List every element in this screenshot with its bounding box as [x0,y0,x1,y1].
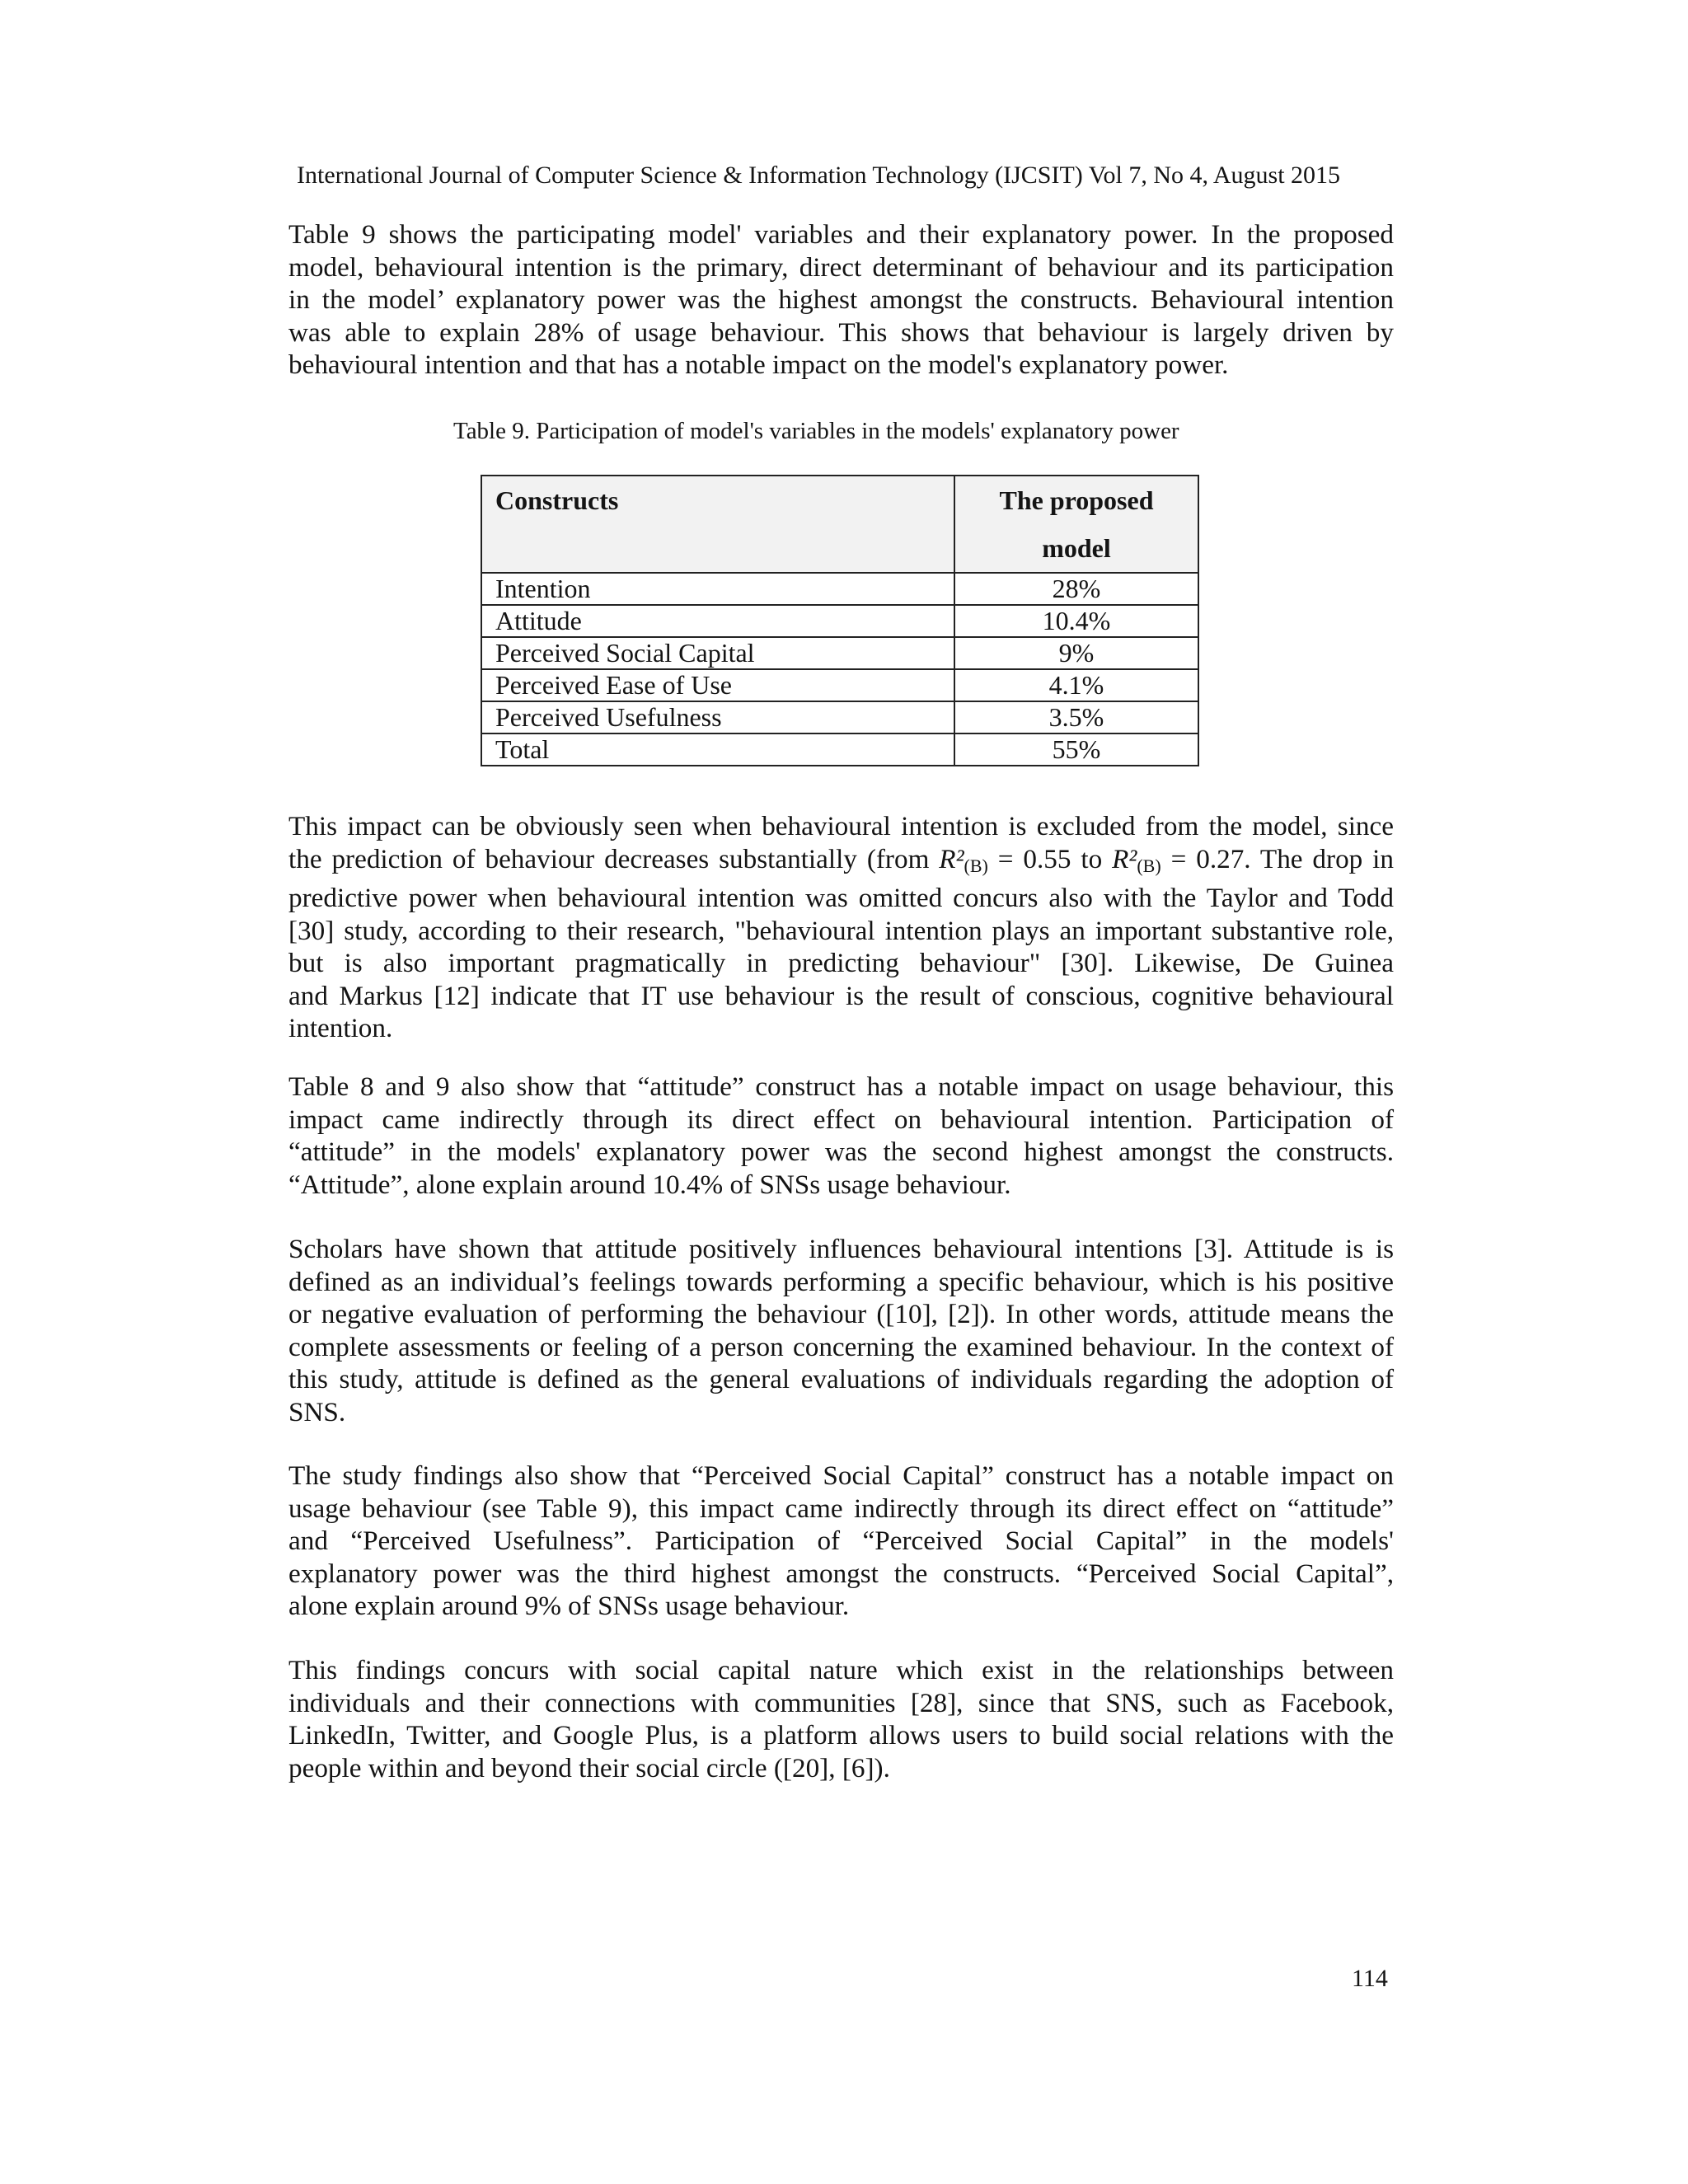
r-subscript: (B) [964,855,988,876]
explanatory-power-table [481,475,1199,766]
r-squared-2 [1112,844,1161,874]
text-line: LinkedIn, Twitter, and Google Plus, is a platform allows users to build social relations with the [288,1720,1394,1750]
text-line: model, behavioural intention is the primary, direct determinant of behaviour and its participation [288,251,1394,283]
text-line: impact came indirectly through its direct effect on behavioural intention. Participation of [288,1104,1394,1135]
r-subscript: (B) [1137,855,1161,876]
value-cell: 10.4% [954,605,1198,637]
text-line: alone explain around 9% of SNSs usage behaviour. [288,1591,850,1621]
text-line: in the model’ explanatory power was the highest amongst the constructs. Behavioural intention [288,284,1394,315]
text-line: This impact can be obviously seen when behavioural intention is excluded from the model, since [288,811,1394,841]
text-line: and Markus [12] indicate that IT use behaviour is the result of conscious, cognitive behavioural [288,980,1394,1011]
paragraph-attitude-definition [288,1233,1394,1428]
table-row [481,669,1198,701]
text-line: predictive power when behavioural intention was omitted concurs also with the Taylor and Todd [288,883,1394,913]
text-fragment: = 0.55 to [987,843,1113,874]
paragraph-social-capital [288,1460,1394,1623]
value-cell: 4.1% [954,669,1198,701]
paragraph-intro [288,218,1394,382]
text-line-with-formula [288,843,1394,883]
table-row [481,605,1198,637]
table-row [481,637,1198,669]
value-cell: 3.5% [954,701,1198,733]
text-line: behavioural intention and that has a notable impact on the model's explanatory power. [288,349,1229,380]
text-line: but is also important pragmatically in predicting behaviour" [30]. Likewise, De Guinea [288,948,1394,978]
text-line: Table 8 and 9 also show that “attitude” construct has a notable impact on usage behaviour, this [288,1071,1394,1102]
text-fragment: the prediction of behaviour decreases substantially (from [288,843,940,874]
text-line: Scholars have shown that attitude positively influences behavioural intentions [3]. Attitude is is [288,1234,1394,1264]
page-number: 114 [1352,1965,1388,1992]
text-line: usage behaviour (see Table 9), this impact came indirectly through its direct effect on “attitude” [288,1493,1394,1524]
construct-cell: Perceived Social Capital [481,637,954,669]
text-line: “Attitude”, alone explain around 10.4% of SNSs usage behaviour. [288,1169,1011,1200]
paragraph-intention-impact [288,810,1394,1045]
header-proposed-model [954,476,1198,573]
construct-cell: Total [481,733,954,766]
text-line: This findings concurs with social capital nature which exist in the relationships between [288,1655,1394,1685]
text-line: complete assessments or feeling of a person concerning the examined behaviour. In the context of [288,1331,1394,1362]
header-model-line1: The proposed [999,485,1154,515]
text-line: explanatory power was the third highest amongst the constructs. “Perceived Social Capital”, [288,1558,1394,1589]
text-line: defined as an individual’s feelings towards performing a specific behaviour, which is his positive [288,1266,1394,1297]
value-cell: 28% [954,573,1198,605]
text-line: and “Perceived Usefulness”. Participation of “Perceived Social Capital” in the models' [288,1526,1394,1556]
text-line: The study findings also show that “Perceived Social Capital” construct has a notable impact on [288,1460,1394,1491]
table-row-total [481,733,1198,766]
text-line: people within and beyond their social circle ([20], [6]). [288,1752,890,1783]
running-header: International Journal of Computer Science & Information Technology (IJCSIT) Vol 7, No 4, August 2015 [297,162,1341,189]
header-constructs: Constructs [481,476,954,573]
text-line: individuals and their connections with communities [28], since that SNS, such as Facebook, [288,1687,1394,1718]
value-cell: 9% [954,637,1198,669]
header-model-line2: model [1042,533,1111,563]
text-line: SNS. [288,1396,346,1427]
r-squared-1 [939,844,988,874]
text-fragment: = 0.27. The drop in [1160,843,1394,874]
table-row [481,701,1198,733]
construct-cell: Perceived Usefulness [481,701,954,733]
r-symbol: R² [1112,843,1137,874]
construct-cell: Intention [481,573,954,605]
paragraph-attitude-impact [288,1071,1394,1201]
text-line: intention. [288,1013,393,1043]
table-caption: Table 9. Participation of model's variables in the models' explanatory power [453,418,1179,444]
text-line: “attitude” in the models' explanatory power was the second highest amongst the constructs. [288,1137,1394,1167]
text-line: this study, attitude is defined as the general evaluations of individuals regarding the adoption of [288,1364,1394,1394]
text-line: was able to explain 28% of usage behaviour. This shows that behaviour is largely driven by [288,316,1394,348]
text-line: or negative evaluation of performing the behaviour ([10], [2]). In other words, attitude means the [288,1299,1394,1329]
text-line: Table 9 shows the participating model' variables and their explanatory power. In the proposed [288,219,1394,250]
construct-cell: Attitude [481,605,954,637]
table-header-row [481,476,1198,573]
table-row [481,573,1198,605]
r-symbol: R² [939,843,964,874]
text-line: [30] study, according to their research, "behavioural intention plays an important substantive role, [288,915,1394,946]
paragraph-social-capital-nature [288,1654,1394,1784]
value-cell: 55% [954,733,1198,766]
construct-cell: Perceived Ease of Use [481,669,954,701]
